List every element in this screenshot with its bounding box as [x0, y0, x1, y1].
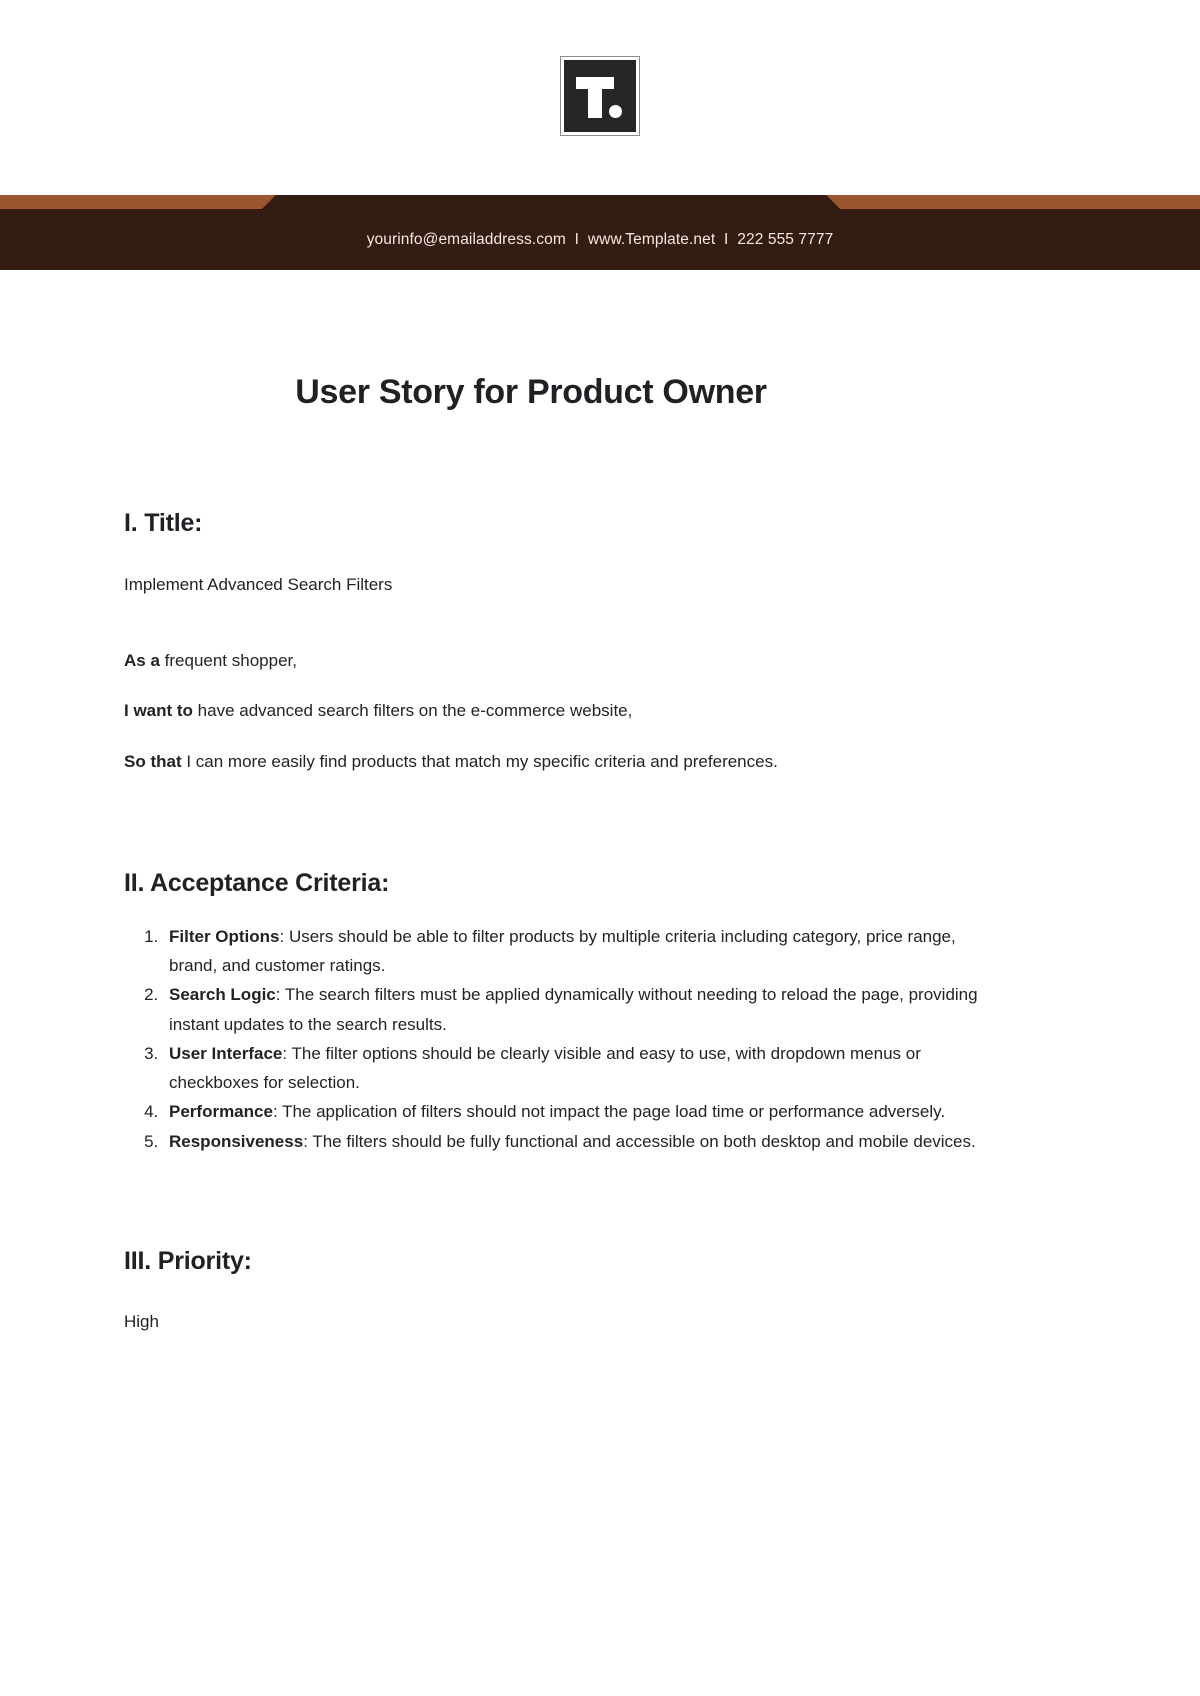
user-story-block [124, 648, 1000, 775]
template-logo [560, 56, 640, 136]
criterion-lead: Search Logic [169, 985, 276, 1005]
logo-t-stem-icon [588, 77, 602, 118]
section-heading-acceptance-criteria: II. Acceptance Criteria: [124, 869, 390, 897]
contact-info-line: yourinfo@emailaddress.com I www.Template.net I 222 555 7777 [366, 231, 834, 248]
list-item [163, 1127, 1000, 1156]
story-text-i-want-to: have advanced search filters on the e-commerce website, [192, 701, 633, 720]
list-item [163, 980, 1000, 1038]
priority-value-text: High [124, 1311, 159, 1331]
story-line-i-want-to [124, 698, 1000, 724]
criterion-lead: Responsiveness [169, 1131, 304, 1151]
title-value-text: Implement Advanced Search Filters [124, 575, 393, 594]
story-line-as-a [124, 648, 1000, 674]
logo-glyph-icon [564, 60, 636, 132]
list-item [163, 1097, 1000, 1126]
page-title: User Story for Product Owner [295, 373, 767, 411]
criterion-text: : The search filters must be applied dynamically without needing to reload the page, providing instant updates to the search results. [169, 985, 978, 1034]
document-body [0, 270, 1200, 1334]
story-text-as-a: frequent shopper, [159, 650, 297, 670]
logo-area [0, 0, 1200, 195]
story-lead-i-want-to: I want to [124, 701, 193, 720]
criterion-lead: User Interface [169, 1043, 283, 1063]
criterion-text: : The filter options should be clearly visible and easy to use, with dropdown menus or checkboxes for selection. [169, 1043, 921, 1093]
story-line-so-that [124, 749, 1000, 775]
section-heading-title: I. Title: [124, 509, 203, 537]
logo-dot-icon [609, 105, 622, 118]
contact-banner [0, 195, 1200, 270]
list-item [163, 922, 1000, 980]
criterion-lead: Filter Options [169, 927, 280, 946]
criterion-text: : The filters should be fully functional and accessible on both desktop and mobile devices. [303, 1131, 976, 1151]
criterion-lead: Performance [169, 1102, 273, 1122]
story-lead-as-a: As a [124, 650, 160, 670]
criterion-text: : The application of filters should not impact the page load time or performance adversely. [272, 1102, 946, 1122]
section-heading-priority: III. Priority: [124, 1246, 252, 1275]
criterion-text: : Users should be able to filter products by multiple criteria including category, price range, brand, and customer ratings. [169, 927, 956, 976]
story-lead-so-that: So that [124, 751, 182, 771]
list-item [163, 1039, 1000, 1097]
acceptance-criteria-list [124, 922, 1000, 1156]
story-text-so-that: I can more easily find products that match my specific criteria and preferences. [181, 751, 778, 771]
